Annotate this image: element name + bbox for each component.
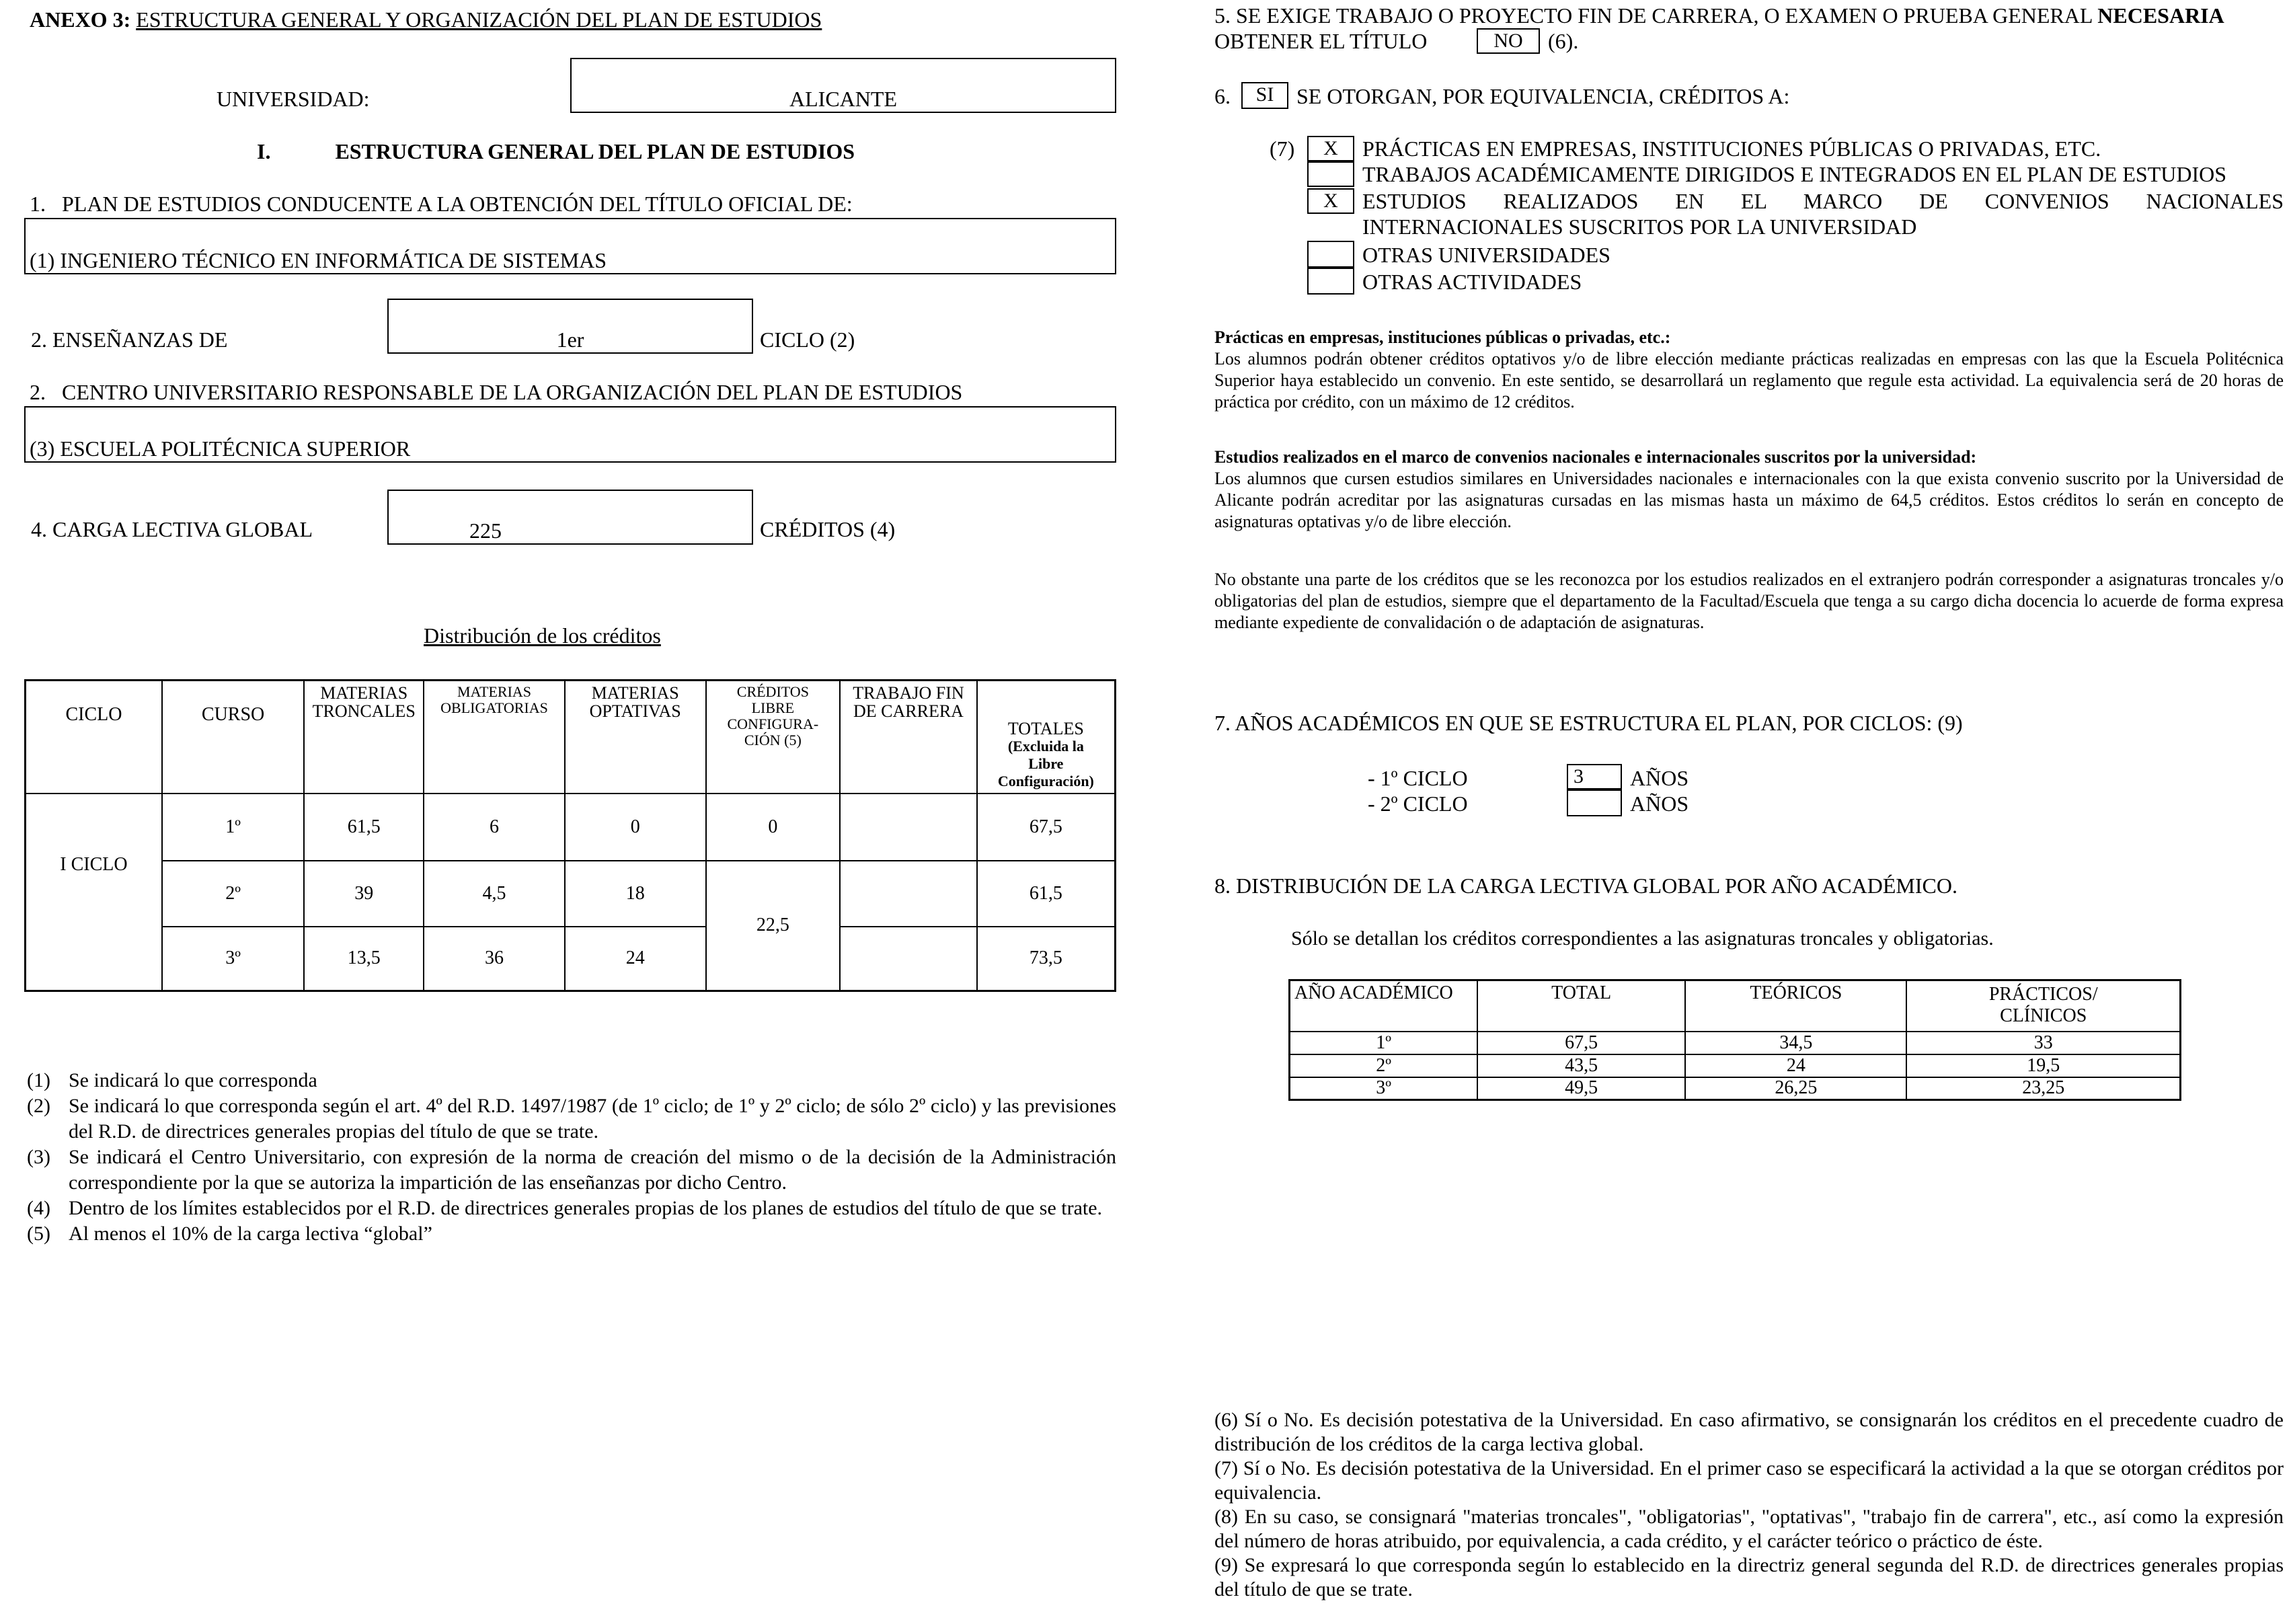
annex-title: ESTRUCTURA GENERAL Y ORGANIZACIÓN DEL PLAN DE ESTUDIOS (136, 7, 822, 32)
item3-value-box (24, 406, 1116, 463)
item2-suffix: CICLO (2) (760, 327, 855, 352)
cycle-value-box (1567, 764, 1622, 789)
obligatorias-cell: 4,5 (424, 861, 565, 927)
item6-value-box (1241, 82, 1288, 109)
totales-cell: 67,5 (977, 794, 1116, 861)
ac-practicos-cell: 33 (1906, 1032, 2180, 1054)
practicas-text: Los alumnos podrán obtener créditos optativos y/o de libre elección mediante prácticas realizadas en empresas con las que la Escuela Politécnica Superior haya establecido un convenio. En este sentido, se desarrollará un reglamento que regule esta actividad. La equivalencia será de 20 horas de práctica por crédito, con un máximo de 12 créditos. (1214, 349, 2284, 412)
curso-cell: 1º (162, 794, 304, 861)
header-obligatorias-line: OBLIGATORIAS (440, 699, 548, 716)
practicas-title: Prácticas en empresas, instituciones públicas o privadas, etc.: (1214, 327, 1671, 347)
header-libre-line: CIÓN (5) (744, 732, 802, 748)
item8-subtitle: Sólo se detallan los créditos correspondientes a las asignaturas troncales y obligatorias. (1291, 927, 1994, 950)
ac-teoricos-cell: 34,5 (1685, 1032, 1906, 1054)
section-one-number: I. (257, 139, 271, 163)
item6-value: SI (1255, 83, 1274, 106)
list-item (27, 1145, 1116, 1196)
ac-header-teoricos: TEÓRICOS (1685, 980, 1906, 1032)
header-trabajo-line: TRABAJO FIN (853, 683, 964, 703)
ac-header-practicos-line: CLÍNICOS (2000, 1005, 2087, 1026)
item5-text: 5. SE EXIGE TRABAJO O PROYECTO FIN DE CARRERA, O EXAMEN O PRUEBA GENERAL (1214, 3, 2098, 28)
item5-value: NO (1493, 30, 1523, 52)
distribution-header-row (26, 681, 1116, 794)
distribution-table (24, 679, 1116, 992)
optativas-cell: 24 (565, 927, 706, 991)
item2-value-box (387, 299, 753, 354)
header-optativas-line: OPTATIVAS (589, 701, 681, 721)
ac-total-cell: 43,5 (1477, 1054, 1685, 1077)
item2-value: 1er (556, 327, 584, 352)
ac-header-practicos-line: PRÁCTICOS/ (1988, 984, 2098, 1005)
equivalence-check: X (1323, 137, 1338, 159)
list-item (27, 1196, 1116, 1221)
list-item: (8) En su caso, se consignará "materias troncales", "obligatorias", "optativas", "trabajo fin de carrera", etc., así como la expresión del número de horas atribuido, por equivalencia, a cada crédito, y el carácter teórico o práctico de éste. (1214, 1506, 2284, 1552)
cycle-unit: AÑOS (1630, 791, 1689, 816)
troncales-cell: 13,5 (304, 927, 424, 991)
item5-value-box (1477, 28, 1540, 54)
right-notes (1214, 1408, 2284, 1602)
header-totales-line: TOTALES (1007, 718, 1084, 738)
note-text: Dentro de los límites establecidos por el R.D. de directrices generales propias de los planes de estudios del título de que se trate. (69, 1197, 1103, 1219)
header-obligatorias-line: MATERIAS (457, 683, 532, 700)
obligatorias-cell: 36 (424, 927, 565, 991)
header-totales (977, 681, 1116, 794)
item4-value: 225 (469, 518, 502, 543)
header-troncales-line: TRONCALES (312, 701, 416, 721)
item3-value: (3) ESCUELA POLITÉCNICA SUPERIOR (30, 436, 411, 461)
list-item (27, 1068, 1116, 1093)
totales-cell: 61,5 (977, 861, 1116, 927)
ac-teoricos-cell: 26,25 (1685, 1077, 1906, 1100)
obligatorias-cell: 6 (424, 794, 565, 861)
equivalence-option-label: TRABAJOS ACADÉMICAMENTE DIRIGIDOS E INTEGRADOS EN EL PLAN DE ESTUDIOS (1362, 162, 2227, 186)
item2-label: 2. ENSEÑANZAS DE (31, 327, 228, 352)
header-libre-line: LIBRE (751, 699, 795, 716)
item5-suffix: (6). (1548, 29, 1579, 53)
cycle-value: 3 (1574, 765, 1584, 787)
section-one-heading (257, 139, 855, 164)
equivalence-checkbox (1307, 161, 1354, 187)
ac-year-cell: 1º (1290, 1032, 1478, 1054)
table-row (1290, 1077, 2181, 1100)
header-totales-line: (Excluida la (1007, 737, 1084, 755)
estudios-text2: No obstante una parte de los créditos que se les reconozca por los estudios realizados en el extranjero podrán corresponder a asignaturas troncales y/o obligatorias del plan de estudios, siempre que el departamento de la Facultad/Escuela que tenga a su cargo dicha docencia lo acuerde de forma expresa mediante expediente de convalidación o de adaptación de asignaturas. (1214, 570, 2284, 632)
item3-label: 2. CENTRO UNIVERSITARIO RESPONSABLE DE LA ORGANIZACIÓN DEL PLAN DE ESTUDIOS (30, 380, 963, 404)
equivalence-option-label: OTRAS UNIVERSIDADES (1362, 243, 1610, 267)
curso-cell: 2º (162, 861, 304, 927)
distribution-title: Distribución de los créditos (424, 623, 661, 648)
item8-label: 8. DISTRIBUCIÓN DE LA CARGA LECTIVA GLOBAL POR AÑO ACADÉMICO. (1214, 874, 1957, 898)
estudios-text: Los alumnos que cursen estudios similares en Universidades nacionales e internacionales con la que exista convenio suscrito por la Universidad de Alicante podrán acreditar por las asignaturas cursadas en las mismas hasta un máximo de 64,5 créditos. Estos créditos lo serán en concepto de asignaturas optativas y/o de libre elección. (1214, 469, 2284, 531)
item4-label: 4. CARGA LECTIVA GLOBAL (31, 517, 313, 541)
item4-suffix: CRÉDITOS (4) (760, 517, 896, 541)
header-optativas-line: MATERIAS (591, 683, 679, 703)
note-number: (4) (27, 1197, 50, 1219)
item4-value-box (387, 490, 753, 545)
item5-bold: NECESARIA (2097, 3, 2224, 28)
troncales-cell: 39 (304, 861, 424, 927)
annex-label: ANEXO 3: (30, 7, 131, 32)
ac-practicos-cell: 23,25 (1906, 1077, 2180, 1100)
equivalence-checkbox (1307, 268, 1354, 295)
equivalence-checkbox (1307, 136, 1354, 161)
trabajo-cell (840, 794, 977, 861)
university-value-box (570, 58, 1116, 113)
header-totales-line: Configuración) (997, 772, 1094, 789)
item1-value-box (24, 218, 1116, 274)
item7-label: 7. AÑOS ACADÉMICOS EN QUE SE ESTRUCTURA EL PLAN, POR CICLOS: (9) (1214, 711, 1963, 735)
section-one-title: ESTRUCTURA GENERAL DEL PLAN DE ESTUDIOS (335, 139, 855, 163)
header-ciclo: CICLO (26, 681, 162, 794)
cycle-unit: AÑOS (1630, 766, 1689, 790)
cycle-label: - 1º CICLO (1368, 766, 1468, 790)
trabajo-cell (840, 861, 977, 927)
ac-header-year: AÑO ACADÉMICO (1290, 980, 1478, 1032)
item6-label: SE OTORGAN, POR EQUIVALENCIA, CRÉDITOS A: (1296, 84, 1790, 108)
ac-practicos-cell: 19,5 (1906, 1054, 2180, 1077)
table-row (26, 861, 1116, 927)
list-item: (7) Sí o No. Es decisión potestativa de la Universidad. En el primer caso se especificará la actividad a la que se otorgan créditos por equivalencia. (1214, 1457, 2284, 1504)
ac-total-cell: 49,5 (1477, 1077, 1685, 1100)
list-item (27, 1221, 1116, 1247)
university-label: UNIVERSIDAD: (217, 87, 370, 111)
note-number: (3) (27, 1146, 50, 1168)
header-optativas (565, 681, 706, 794)
optativas-cell: 18 (565, 861, 706, 927)
list-item: (9) Se expresará lo que corresponda según lo establecido en la directriz general segunda del R.D. de directrices generales propias del título de que se trate. (1214, 1554, 2284, 1600)
left-notes (27, 1068, 1116, 1247)
ac-year-cell: 3º (1290, 1077, 1478, 1100)
equivalence-option-label-cont: INTERNACIONALES SUSCRITOS POR LA UNIVERSIDAD (1362, 215, 1917, 239)
header-curso: CURSO (162, 681, 304, 794)
header-libre-line: CRÉDITOS (736, 683, 809, 700)
item1-value: (1) INGENIERO TÉCNICO EN INFORMÁTICA DE SISTEMAS (30, 248, 607, 272)
item6-number: 6. (1214, 84, 1231, 108)
list-item: (6) Sí o No. Es decisión potestativa de la Universidad. En caso afirmativo, se consignarán los créditos en el precedente cuadro de distribución de los créditos de la carga lectiva global. (1214, 1409, 2284, 1455)
item1-label: 1. PLAN DE ESTUDIOS CONDUCENTE A LA OBTENCIÓN DEL TÍTULO OFICIAL DE: (30, 192, 853, 216)
trabajo-cell (840, 927, 977, 991)
header-troncales (304, 681, 424, 794)
header-trabajo (840, 681, 977, 794)
equivalence-option-label: ESTUDIOS REALIZADOS EN EL MARCO DE CONVENIOS NACIONALES (1362, 189, 2284, 213)
cycle-value-box (1567, 789, 1622, 816)
equivalence-checkbox (1307, 188, 1354, 214)
table-row (1290, 1054, 2181, 1077)
equivalence-marker: (7) (1270, 137, 1295, 161)
list-item (27, 1093, 1116, 1145)
equivalence-option-label: OTRAS ACTIVIDADES (1362, 270, 1582, 294)
note-number: (5) (27, 1223, 50, 1245)
table-row (1290, 1032, 2181, 1054)
table-row (1290, 980, 2181, 1032)
ac-teoricos-cell: 24 (1685, 1054, 1906, 1077)
header-trabajo-line: DE CARRERA (853, 701, 964, 721)
academic-year-table (1288, 979, 2181, 1101)
ac-header-practicos (1906, 980, 2180, 1032)
university-value: ALICANTE (789, 87, 897, 111)
troncales-cell: 61,5 (304, 794, 424, 861)
note-text: Se indicará lo que corresponda según el art. 4º del R.D. 1497/1987 (de 1º ciclo; de 1º y 2º ciclo; de sólo 2º ciclo) y las previsiones del R.D. de directrices generales propias del título de que se trate. (69, 1095, 1116, 1143)
table-row (26, 794, 1116, 861)
ac-header-total: TOTAL (1477, 980, 1685, 1032)
note-text: Se indicará lo que corresponda (69, 1069, 317, 1091)
header-libre-line: CONFIGURA- (727, 716, 819, 732)
header-obligatorias (424, 681, 565, 794)
equivalence-checkbox (1307, 241, 1354, 268)
ciclo-cell: I CICLO (26, 794, 162, 991)
header-libre (706, 681, 841, 794)
note-number: (2) (27, 1095, 50, 1117)
ac-year-cell: 2º (1290, 1054, 1478, 1077)
curso-cell: 3º (162, 927, 304, 991)
ac-total-cell: 67,5 (1477, 1032, 1685, 1054)
item5-line1 (1214, 3, 2284, 28)
totales-cell: 73,5 (977, 927, 1116, 991)
table-row (26, 927, 1116, 991)
note-text: Se indicará el Centro Universitario, con expresión de la norma de creación del mismo o de la decisión de la Administración correspondiente por la que se autoriza la impartición de las enseñanzas por dicho Centro. (69, 1146, 1116, 1194)
note-number: (1) (27, 1069, 50, 1091)
equivalence-check: X (1323, 190, 1338, 212)
estudios-title: Estudios realizados en el marco de convenios nacionales e internacionales suscritos por la universidad: (1214, 447, 1977, 467)
libre-cell: 0 (706, 794, 841, 861)
equivalence-option-label: PRÁCTICAS EN EMPRESAS, INSTITUCIONES PÚBLICAS O PRIVADAS, ETC. (1362, 137, 2101, 161)
libre-cell: 22,5 (706, 861, 841, 991)
annex-header (30, 7, 822, 32)
cycle-label: - 2º CICLO (1368, 791, 1468, 816)
header-troncales-line: MATERIAS (320, 683, 408, 703)
optativas-cell: 0 (565, 794, 706, 861)
item5-line2: OBTENER EL TÍTULO (1214, 29, 1428, 53)
header-totales-line: Libre (1028, 755, 1064, 772)
note-text: Al menos el 10% de la carga lectiva “global” (69, 1223, 432, 1245)
